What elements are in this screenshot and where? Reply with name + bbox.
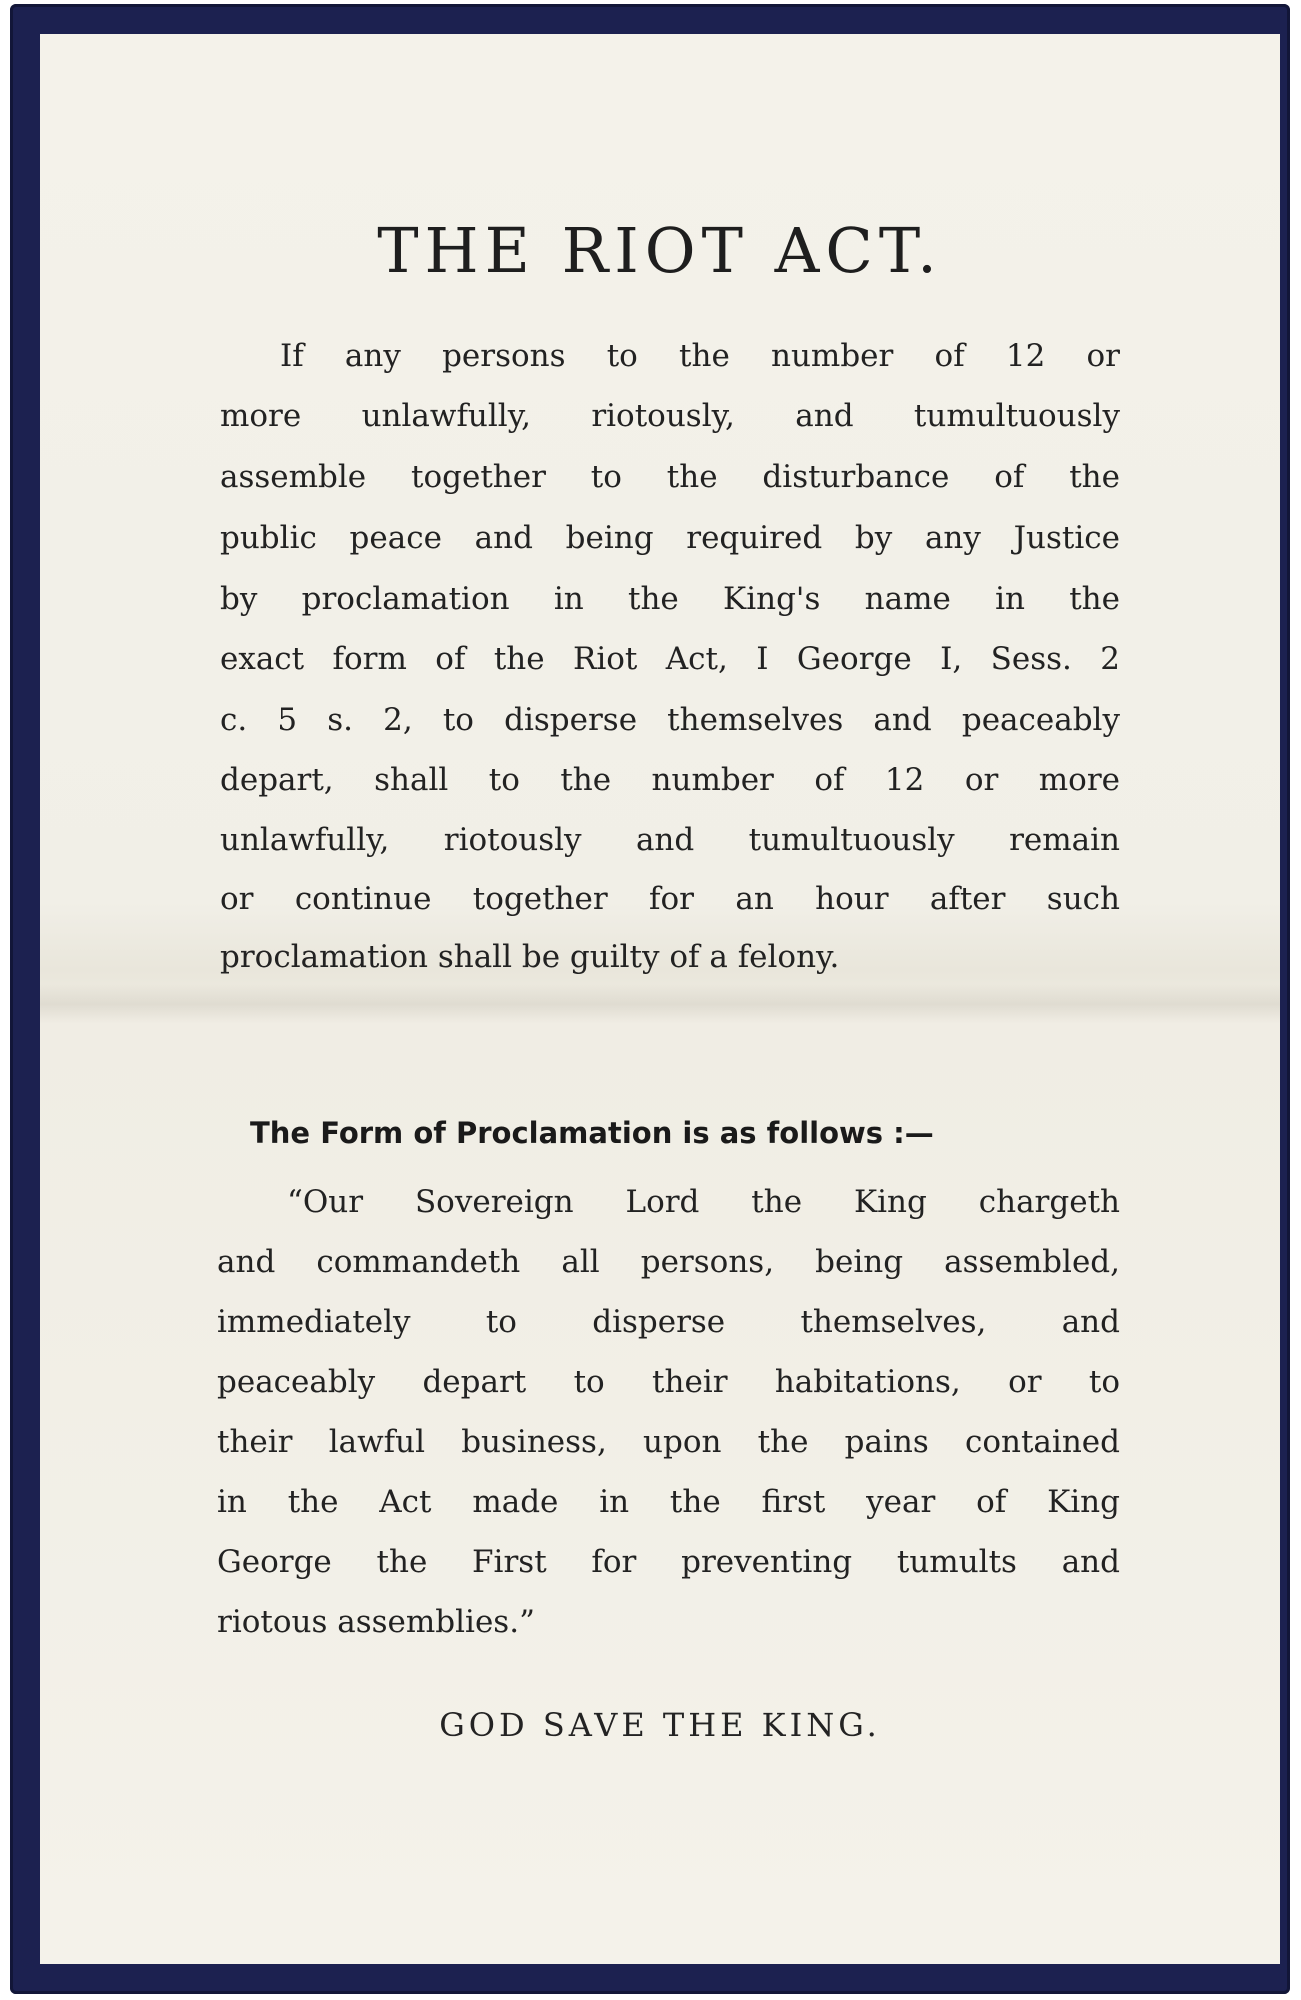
proclamation-body bbox=[217, 1182, 1120, 1742]
act-line: more unlawfully, riotously, and tumultuously bbox=[220, 398, 1120, 434]
proclamation-line: “Our Sovereign Lord the King chargeth bbox=[287, 1184, 1120, 1220]
act-line: unlawfully, riotously and tumultuously remain bbox=[220, 822, 1120, 858]
proclamation-heading: The Form of Proclamation is as follows :— bbox=[250, 1116, 934, 1150]
proclamation-line: their lawful business, upon the pains contained bbox=[217, 1424, 1120, 1460]
proclamation-line: immediately to disperse themselves, and bbox=[217, 1304, 1120, 1340]
document-title: THE RIOT ACT. bbox=[377, 214, 943, 287]
act-line: by proclamation in the King's name in the bbox=[220, 581, 1120, 617]
proclamation-line: riotous assemblies.” bbox=[217, 1604, 535, 1640]
act-line: exact form of the Riot Act, I George I, Sess. 2 bbox=[220, 641, 1120, 677]
act-line: public peace and being required by any Justice bbox=[220, 520, 1120, 556]
act-line: assemble together to the disturbance of the bbox=[220, 459, 1120, 495]
proclamation-line: peaceably depart to their habitations, or to bbox=[217, 1364, 1120, 1400]
act-line: If any persons to the number of 12 or bbox=[280, 338, 1120, 374]
act-line: c. 5 s. 2, to disperse themselves and peaceably bbox=[220, 702, 1120, 738]
proclamation-line: George the First for preventing tumults and bbox=[217, 1544, 1120, 1580]
proclamation-line: in the Act made in the first year of King bbox=[217, 1484, 1120, 1520]
act-line: proclamation shall be guilty of a felony. bbox=[220, 939, 840, 975]
act-body bbox=[220, 336, 1120, 996]
act-line: or continue together for an hour after such bbox=[220, 881, 1120, 917]
document-cover bbox=[10, 4, 1290, 1994]
act-line: depart, shall to the number of 12 or more bbox=[220, 762, 1120, 798]
proclamation-line: and commandeth all persons, being assembled, bbox=[217, 1244, 1120, 1280]
document-page bbox=[40, 34, 1280, 1964]
closing-line: GOD SAVE THE KING. bbox=[439, 1706, 881, 1744]
